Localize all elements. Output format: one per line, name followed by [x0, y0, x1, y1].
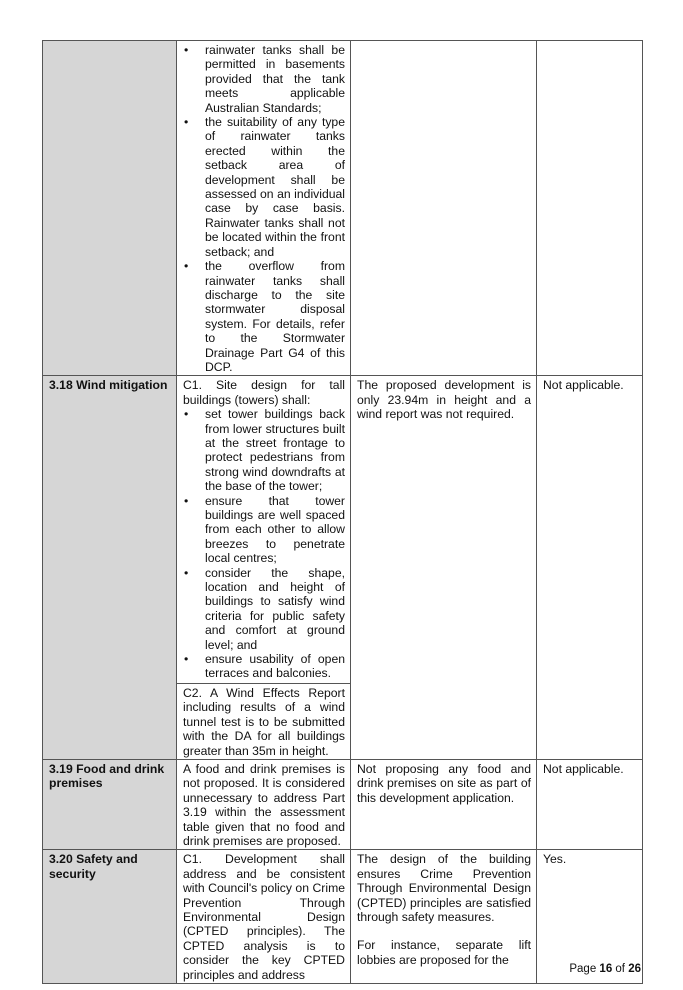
assessment-table [42, 40, 643, 984]
control-cell: A food and drink premises is not proposed. It is considered unnecessary to address Part 3.19 within the assessment table given that no food and drink premises are proposed. [177, 759, 351, 849]
control-cell [177, 376, 351, 760]
complies-cell: Not applicable. [537, 376, 643, 760]
control-cell [177, 41, 351, 376]
bullet-list [183, 407, 345, 681]
table-row-continuation [43, 41, 643, 376]
topic-cell: 3.20 Safety and security [43, 850, 177, 984]
list-item: • rainwater tanks shall be permitted in basements provided that the tank meets applicable Australian Standards; [183, 43, 345, 115]
comment-cell: The proposed development is only 23.94m in height and a wind report was not required. [351, 376, 537, 760]
complies-cell [537, 41, 643, 376]
list-item: • the suitability of any type of rainwater tanks erected within the setback area of development shall be assessed on an individual case by case basis. Rainwater tanks shall not be located within the front setback; and [183, 115, 345, 259]
comment-cell: Not proposing any food and drink premises on site as part of this development application. [351, 759, 537, 849]
control-cell: C1. Development shall address and be consistent with Council's policy on Crime Prevention Through Environmental Design (CPTED principles). The CPTED analysis is to consider the key CPTED principles and address [177, 850, 351, 984]
comment-cell [351, 850, 537, 984]
bullet-list [183, 43, 345, 374]
list-item: • consider the shape, location and height of buildings to satisfy wind criteria for public safety and comfort at ground level; and [183, 566, 345, 652]
control-intro: C1. Site design for tall buildings (towers) shall: [183, 378, 345, 407]
list-item: • ensure usability of open terraces and balconies. [183, 652, 345, 681]
comment-paragraph: For instance, separate lift lobbies are proposed for the [357, 938, 531, 967]
list-item: • set tower buildings back from lower structures built at the street frontage to protect pedestrians from strong wind downdrafts at the base of the tower; [183, 407, 345, 493]
comment-cell [351, 41, 537, 376]
topic-cell: 3.19 Food and drink premises [43, 759, 177, 849]
list-item: • the overflow from rainwater tanks shall discharge to the site stormwater disposal system. For details, refer to the Stormwater Drainage Part G4 of this DCP. [183, 259, 345, 374]
complies-cell: Not applicable. [537, 759, 643, 849]
table-row-wind-mitigation [43, 376, 643, 760]
topic-cell: 3.18 Wind mitigation [43, 376, 177, 760]
comment-paragraph: The design of the building ensures Crime Prevention Through Environmental Design (CPTED) principles are satisfied through safety measures. [357, 852, 531, 924]
control-c2: C2. A Wind Effects Report including results of a wind tunnel test is to be submitted with the DA for all buildings greater than 35m in height. [177, 683, 350, 758]
table-row-food-drink [43, 759, 643, 849]
page-number: Page 16 of 26 [569, 963, 641, 975]
complies-cell: Yes. [537, 850, 643, 984]
topic-cell [43, 41, 177, 376]
list-item: • ensure that tower buildings are well spaced from each other to allow breezes to penetrate local centres; [183, 494, 345, 566]
table-row-safety-security [43, 850, 643, 984]
